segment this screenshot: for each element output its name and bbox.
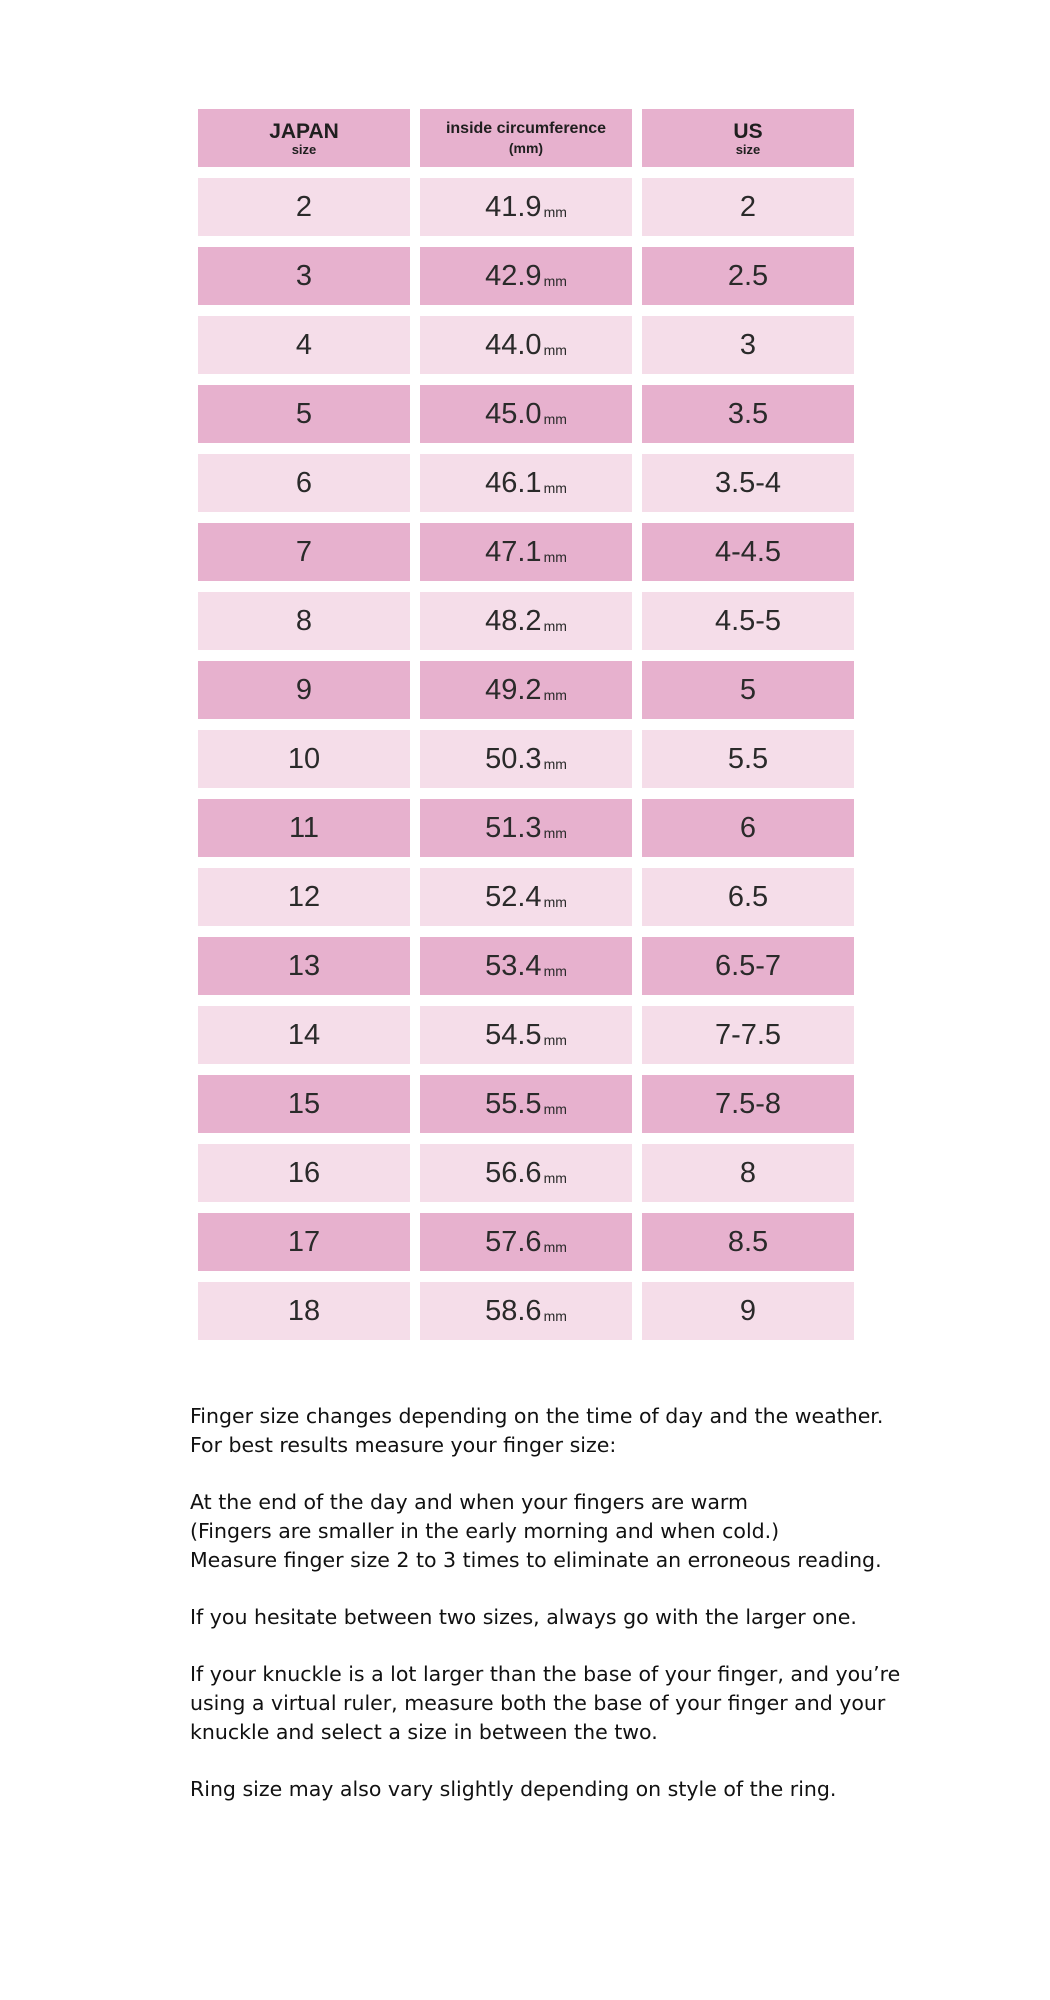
us-size-cell <box>642 1075 854 1133</box>
table-row <box>198 799 854 857</box>
circumference-cell <box>420 868 632 926</box>
japan-size-cell <box>198 937 410 995</box>
circumference-cell <box>420 385 632 443</box>
circumference-cell <box>420 523 632 581</box>
circumference-value: 54.5 <box>485 1018 542 1051</box>
table-header-row <box>198 109 854 167</box>
us-size-value: 4-4.5 <box>714 535 782 568</box>
circumference-cell <box>420 1282 632 1340</box>
header-us-label: US <box>733 119 763 143</box>
circumference-value: 52.4 <box>485 880 542 913</box>
unit-label: mm <box>543 1101 567 1117</box>
unit-label: mm <box>543 687 567 703</box>
unit-label: mm <box>543 756 567 772</box>
us-size-cell <box>642 730 854 788</box>
us-size-cell <box>642 868 854 926</box>
circumference-value: 50.3 <box>485 742 542 775</box>
table-row <box>198 247 854 305</box>
unit-label: mm <box>543 1032 567 1048</box>
us-size-value: 8 <box>739 1156 757 1189</box>
header-japan-label: JAPAN <box>269 119 339 143</box>
japan-size-cell <box>198 1282 410 1340</box>
japan-size-value: 16 <box>287 1156 321 1189</box>
japan-size-cell <box>198 868 410 926</box>
note-line: At the end of the day and when your fingers are warm <box>190 1490 748 1514</box>
unit-label: mm <box>543 480 567 496</box>
table-row <box>198 385 854 443</box>
japan-size-cell <box>198 1006 410 1064</box>
us-size-cell <box>642 1213 854 1271</box>
circumference-cell <box>420 454 632 512</box>
table-row <box>198 661 854 719</box>
circumference-cell <box>420 178 632 236</box>
sizing-notes <box>190 1402 910 1832</box>
japan-size-value: 9 <box>295 673 313 706</box>
japan-size-value: 15 <box>287 1087 321 1120</box>
circumference-value: 44.0 <box>485 328 542 361</box>
japan-size-value: 10 <box>287 742 321 775</box>
circumference-cell <box>420 1075 632 1133</box>
table-body <box>198 178 854 1340</box>
circumference-cell <box>420 1144 632 1202</box>
us-size-value: 4.5-5 <box>714 604 782 637</box>
us-size-value: 3.5 <box>727 397 769 430</box>
circumference-value: 56.6 <box>485 1156 542 1189</box>
circumference-value: 49.2 <box>485 673 542 706</box>
japan-size-value: 8 <box>295 604 313 637</box>
note-line: For best results measure your finger size: <box>190 1433 617 1457</box>
table-row <box>198 1213 854 1271</box>
us-size-value: 3.5-4 <box>714 466 782 499</box>
table-row <box>198 1075 854 1133</box>
unit-label: mm <box>543 1170 567 1186</box>
unit-label: mm <box>543 894 567 910</box>
japan-size-value: 6 <box>295 466 313 499</box>
header-japan-size <box>198 109 410 167</box>
table-row <box>198 592 854 650</box>
japan-size-value: 4 <box>295 328 313 361</box>
circumference-value: 42.9 <box>485 259 542 292</box>
japan-size-value: 17 <box>287 1225 321 1258</box>
circumference-value: 41.9 <box>485 190 542 223</box>
circumference-value: 55.5 <box>485 1087 542 1120</box>
note-line: If your knuckle is a lot larger than the base of your finger, and you’re <box>190 1662 901 1686</box>
us-size-cell <box>642 592 854 650</box>
circumference-cell <box>420 1213 632 1271</box>
japan-size-cell <box>198 730 410 788</box>
us-size-value: 2 <box>739 190 757 223</box>
japan-size-value: 2 <box>295 190 313 223</box>
us-size-cell <box>642 385 854 443</box>
unit-label: mm <box>543 549 567 565</box>
table-row <box>198 1144 854 1202</box>
us-size-cell <box>642 316 854 374</box>
table-row <box>198 1006 854 1064</box>
table-row <box>198 178 854 236</box>
header-circumference-sublabel: (mm) <box>508 140 544 156</box>
japan-size-cell <box>198 592 410 650</box>
us-size-value: 9 <box>739 1294 757 1327</box>
unit-label: mm <box>543 273 567 289</box>
circumference-cell <box>420 937 632 995</box>
table-row <box>198 730 854 788</box>
table-row <box>198 937 854 995</box>
us-size-cell <box>642 454 854 512</box>
table-row <box>198 1282 854 1340</box>
circumference-value: 47.1 <box>485 535 542 568</box>
note-line: If you hesitate between two sizes, always go with the larger one. <box>190 1605 857 1629</box>
japan-size-value: 13 <box>287 949 321 982</box>
table-row <box>198 868 854 926</box>
note-paragraph-5 <box>190 1775 910 1804</box>
circumference-value: 46.1 <box>485 466 542 499</box>
japan-size-cell <box>198 247 410 305</box>
us-size-value: 7-7.5 <box>714 1018 782 1051</box>
us-size-value: 2.5 <box>727 259 769 292</box>
us-size-cell <box>642 523 854 581</box>
japan-size-value: 7 <box>295 535 313 568</box>
japan-size-cell <box>198 661 410 719</box>
unit-label: mm <box>543 1239 567 1255</box>
us-size-value: 7.5-8 <box>714 1087 782 1120</box>
us-size-cell <box>642 1006 854 1064</box>
japan-size-value: 12 <box>287 880 321 913</box>
japan-size-cell <box>198 316 410 374</box>
note-line: (Fingers are smaller in the early morning and when cold.) <box>190 1519 780 1543</box>
japan-size-value: 18 <box>287 1294 321 1327</box>
us-size-cell <box>642 1282 854 1340</box>
circumference-cell <box>420 1006 632 1064</box>
unit-label: mm <box>543 963 567 979</box>
header-inside-circumference <box>420 109 632 167</box>
us-size-value: 5.5 <box>727 742 769 775</box>
us-size-value: 6.5 <box>727 880 769 913</box>
japan-size-value: 14 <box>287 1018 321 1051</box>
unit-label: mm <box>543 342 567 358</box>
circumference-cell <box>420 247 632 305</box>
japan-size-cell <box>198 799 410 857</box>
circumference-value: 57.6 <box>485 1225 542 1258</box>
circumference-value: 58.6 <box>485 1294 542 1327</box>
unit-label: mm <box>543 1308 567 1324</box>
japan-size-cell <box>198 1144 410 1202</box>
us-size-cell <box>642 937 854 995</box>
note-line: Measure finger size 2 to 3 times to eliminate an erroneous reading. <box>190 1548 882 1572</box>
circumference-value: 48.2 <box>485 604 542 637</box>
japan-size-cell <box>198 1213 410 1271</box>
note-line: Ring size may also vary slightly depending on style of the ring. <box>190 1777 837 1801</box>
unit-label: mm <box>543 411 567 427</box>
japan-size-value: 5 <box>295 397 313 430</box>
note-line: Finger size changes depending on the time of day and the weather. <box>190 1404 884 1428</box>
table-row <box>198 523 854 581</box>
header-japan-sublabel: size <box>291 141 317 157</box>
us-size-value: 6 <box>739 811 757 844</box>
circumference-cell <box>420 730 632 788</box>
circumference-cell <box>420 316 632 374</box>
note-paragraph-4 <box>190 1660 910 1747</box>
circumference-cell <box>420 799 632 857</box>
us-size-cell <box>642 247 854 305</box>
us-size-value: 6.5-7 <box>714 949 782 982</box>
us-size-cell <box>642 799 854 857</box>
us-size-cell <box>642 178 854 236</box>
unit-label: mm <box>543 204 567 220</box>
table-row <box>198 316 854 374</box>
japan-size-value: 3 <box>295 259 313 292</box>
note-paragraph-2 <box>190 1488 910 1575</box>
circumference-cell <box>420 661 632 719</box>
header-us-size <box>642 109 854 167</box>
header-circumference-label: inside circumference <box>445 120 607 137</box>
unit-label: mm <box>543 618 567 634</box>
us-size-cell <box>642 661 854 719</box>
circumference-value: 45.0 <box>485 397 542 430</box>
us-size-value: 5 <box>739 673 757 706</box>
table-row <box>198 454 854 512</box>
japan-size-cell <box>198 385 410 443</box>
ring-size-table <box>198 109 854 1351</box>
note-paragraph-1 <box>190 1402 910 1460</box>
japan-size-cell <box>198 523 410 581</box>
japan-size-value: 11 <box>288 811 320 844</box>
header-us-sublabel: size <box>735 141 761 157</box>
note-line: knuckle and select a size in between the two. <box>190 1720 658 1744</box>
circumference-value: 51.3 <box>485 811 542 844</box>
circumference-cell <box>420 592 632 650</box>
japan-size-cell <box>198 454 410 512</box>
us-size-value: 3 <box>739 328 757 361</box>
us-size-cell <box>642 1144 854 1202</box>
note-line: using a virtual ruler, measure both the base of your finger and your <box>190 1691 886 1715</box>
unit-label: mm <box>543 825 567 841</box>
circumference-value: 53.4 <box>485 949 542 982</box>
note-paragraph-3 <box>190 1603 910 1632</box>
us-size-value: 8.5 <box>727 1225 769 1258</box>
japan-size-cell <box>198 178 410 236</box>
japan-size-cell <box>198 1075 410 1133</box>
